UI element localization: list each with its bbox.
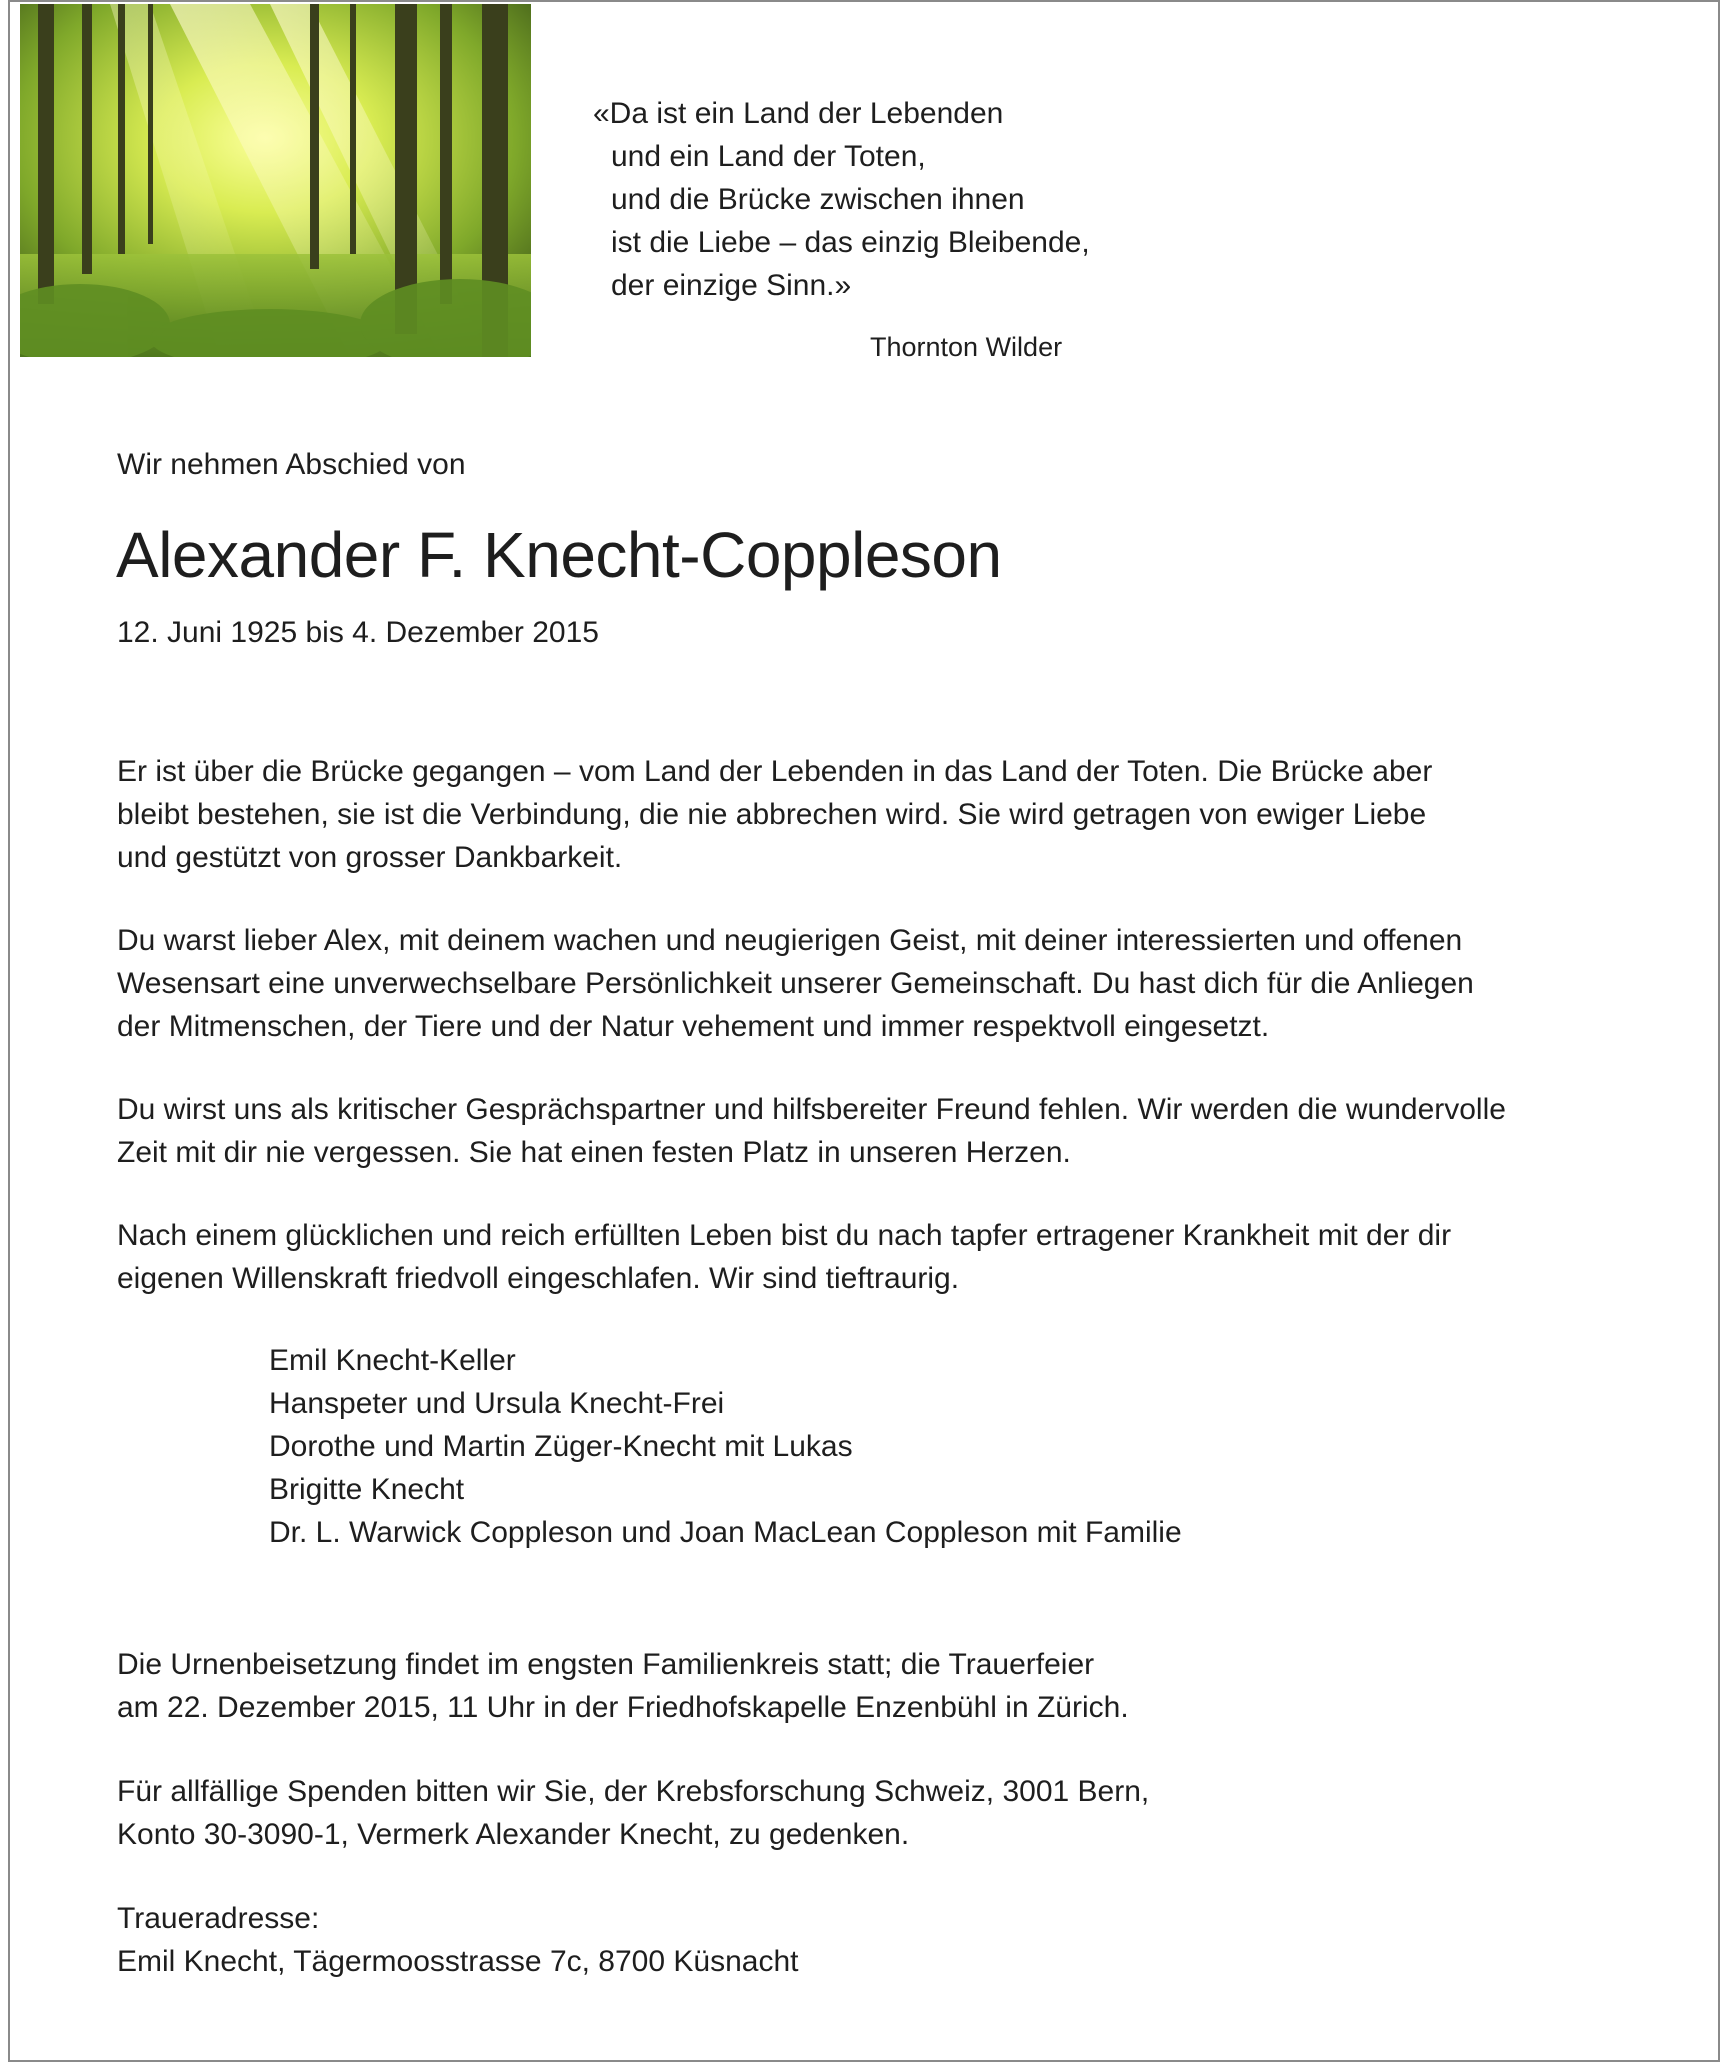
paragraph-line: Du warst lieber Alex, mit deinem wachen und neugierigen Geist, mit deiner interessierten und offenen [117, 924, 1463, 957]
forest-image [20, 4, 531, 357]
paragraph-line: Wesensart eine unverwechselbare Persönlichkeit unserer Gemeinschaft. Du hast dich für die Anliegen [117, 967, 1474, 1000]
mourner-name: Hanspeter und Ursula Knecht-Frei [269, 1387, 725, 1420]
mourners-list [269, 1339, 1182, 1554]
quote-author: Thornton Wilder [870, 332, 1063, 362]
deceased-name: Alexander F. Knecht-Coppleson [116, 519, 1002, 591]
quote-line: und ein Land der Toten, [611, 140, 926, 173]
mourner-name: Brigitte Knecht [269, 1473, 465, 1506]
donation-info [117, 1770, 1149, 1856]
paragraph [117, 1214, 1451, 1300]
ceremony-info [117, 1643, 1129, 1729]
quote-line: ist die Liebe – das einzig Bleibende, [611, 226, 1090, 259]
paragraph-line: bleibt bestehen, sie ist die Verbindung, die nie abbrechen wird. Sie wird getragen von ewiger Liebe [117, 798, 1427, 831]
donation-line: Konto 30-3090-1, Vermerk Alexander Knecht, zu gedenken. [117, 1818, 910, 1851]
intro-text: Wir nehmen Abschied von [117, 448, 466, 481]
paragraph-line: Er ist über die Brücke gegangen – vom Land der Lebenden in das Land der Toten. Die Brücke aber [117, 755, 1433, 788]
donation-line: Für allfällige Spenden bitten wir Sie, der Krebsforschung Schweiz, 3001 Bern, [117, 1775, 1150, 1808]
paragraph-line: und gestützt von grosser Dankbarkeit. [117, 841, 623, 874]
ceremony-line: Die Urnenbeisetzung findet im engsten Familienkreis statt; die Trauerfeier [117, 1648, 1095, 1681]
paragraph-line: Nach einem glücklichen und reich erfüllten Leben bist du nach tapfer ertragener Krankheit mit der dir [117, 1219, 1452, 1252]
address-line: Emil Knecht, Tägermoosstrasse 7c, 8700 Küsnacht [117, 1945, 799, 1978]
paragraph-line: eigenen Willenskraft friedvoll eingeschlafen. Wir sind tieftraurig. [117, 1262, 960, 1295]
paragraph [117, 1088, 1506, 1174]
life-dates: 12. Juni 1925 bis 4. Dezember 2015 [117, 616, 599, 649]
ceremony-line: am 22. Dezember 2015, 11 Uhr in der Friedhofskapelle Enzenbühl in Zürich. [117, 1691, 1129, 1724]
mourner-name: Dorothe und Martin Züger-Knecht mit Lukas [269, 1430, 853, 1463]
quote-line: und die Brücke zwischen ihnen [611, 183, 1025, 216]
mourning-address [117, 1897, 798, 1983]
obituary-card [8, 0, 1720, 2062]
paragraph [117, 750, 1432, 879]
mourner-name: Emil Knecht-Keller [269, 1344, 516, 1377]
paragraph-line: der Mitmenschen, der Tiere und der Natur vehement und immer respektvoll eingesetzt. [117, 1010, 1270, 1043]
address-label: Traueradresse: [117, 1902, 320, 1935]
quote-line: der einzige Sinn.» [611, 269, 852, 302]
quote-block [593, 92, 1090, 307]
paragraph-line: Zeit mit dir nie vergessen. Sie hat einen festen Platz in unseren Herzen. [117, 1136, 1071, 1169]
paragraph-line: Du wirst uns als kritischer Gesprächspartner und hilfsbereiter Freund fehlen. Wir werden die wundervolle [117, 1093, 1506, 1126]
mourner-name: Dr. L. Warwick Coppleson und Joan MacLean Coppleson mit Familie [269, 1516, 1182, 1549]
paragraph [117, 919, 1474, 1048]
quote-line: «Da ist ein Land der Lebenden [593, 97, 1004, 130]
